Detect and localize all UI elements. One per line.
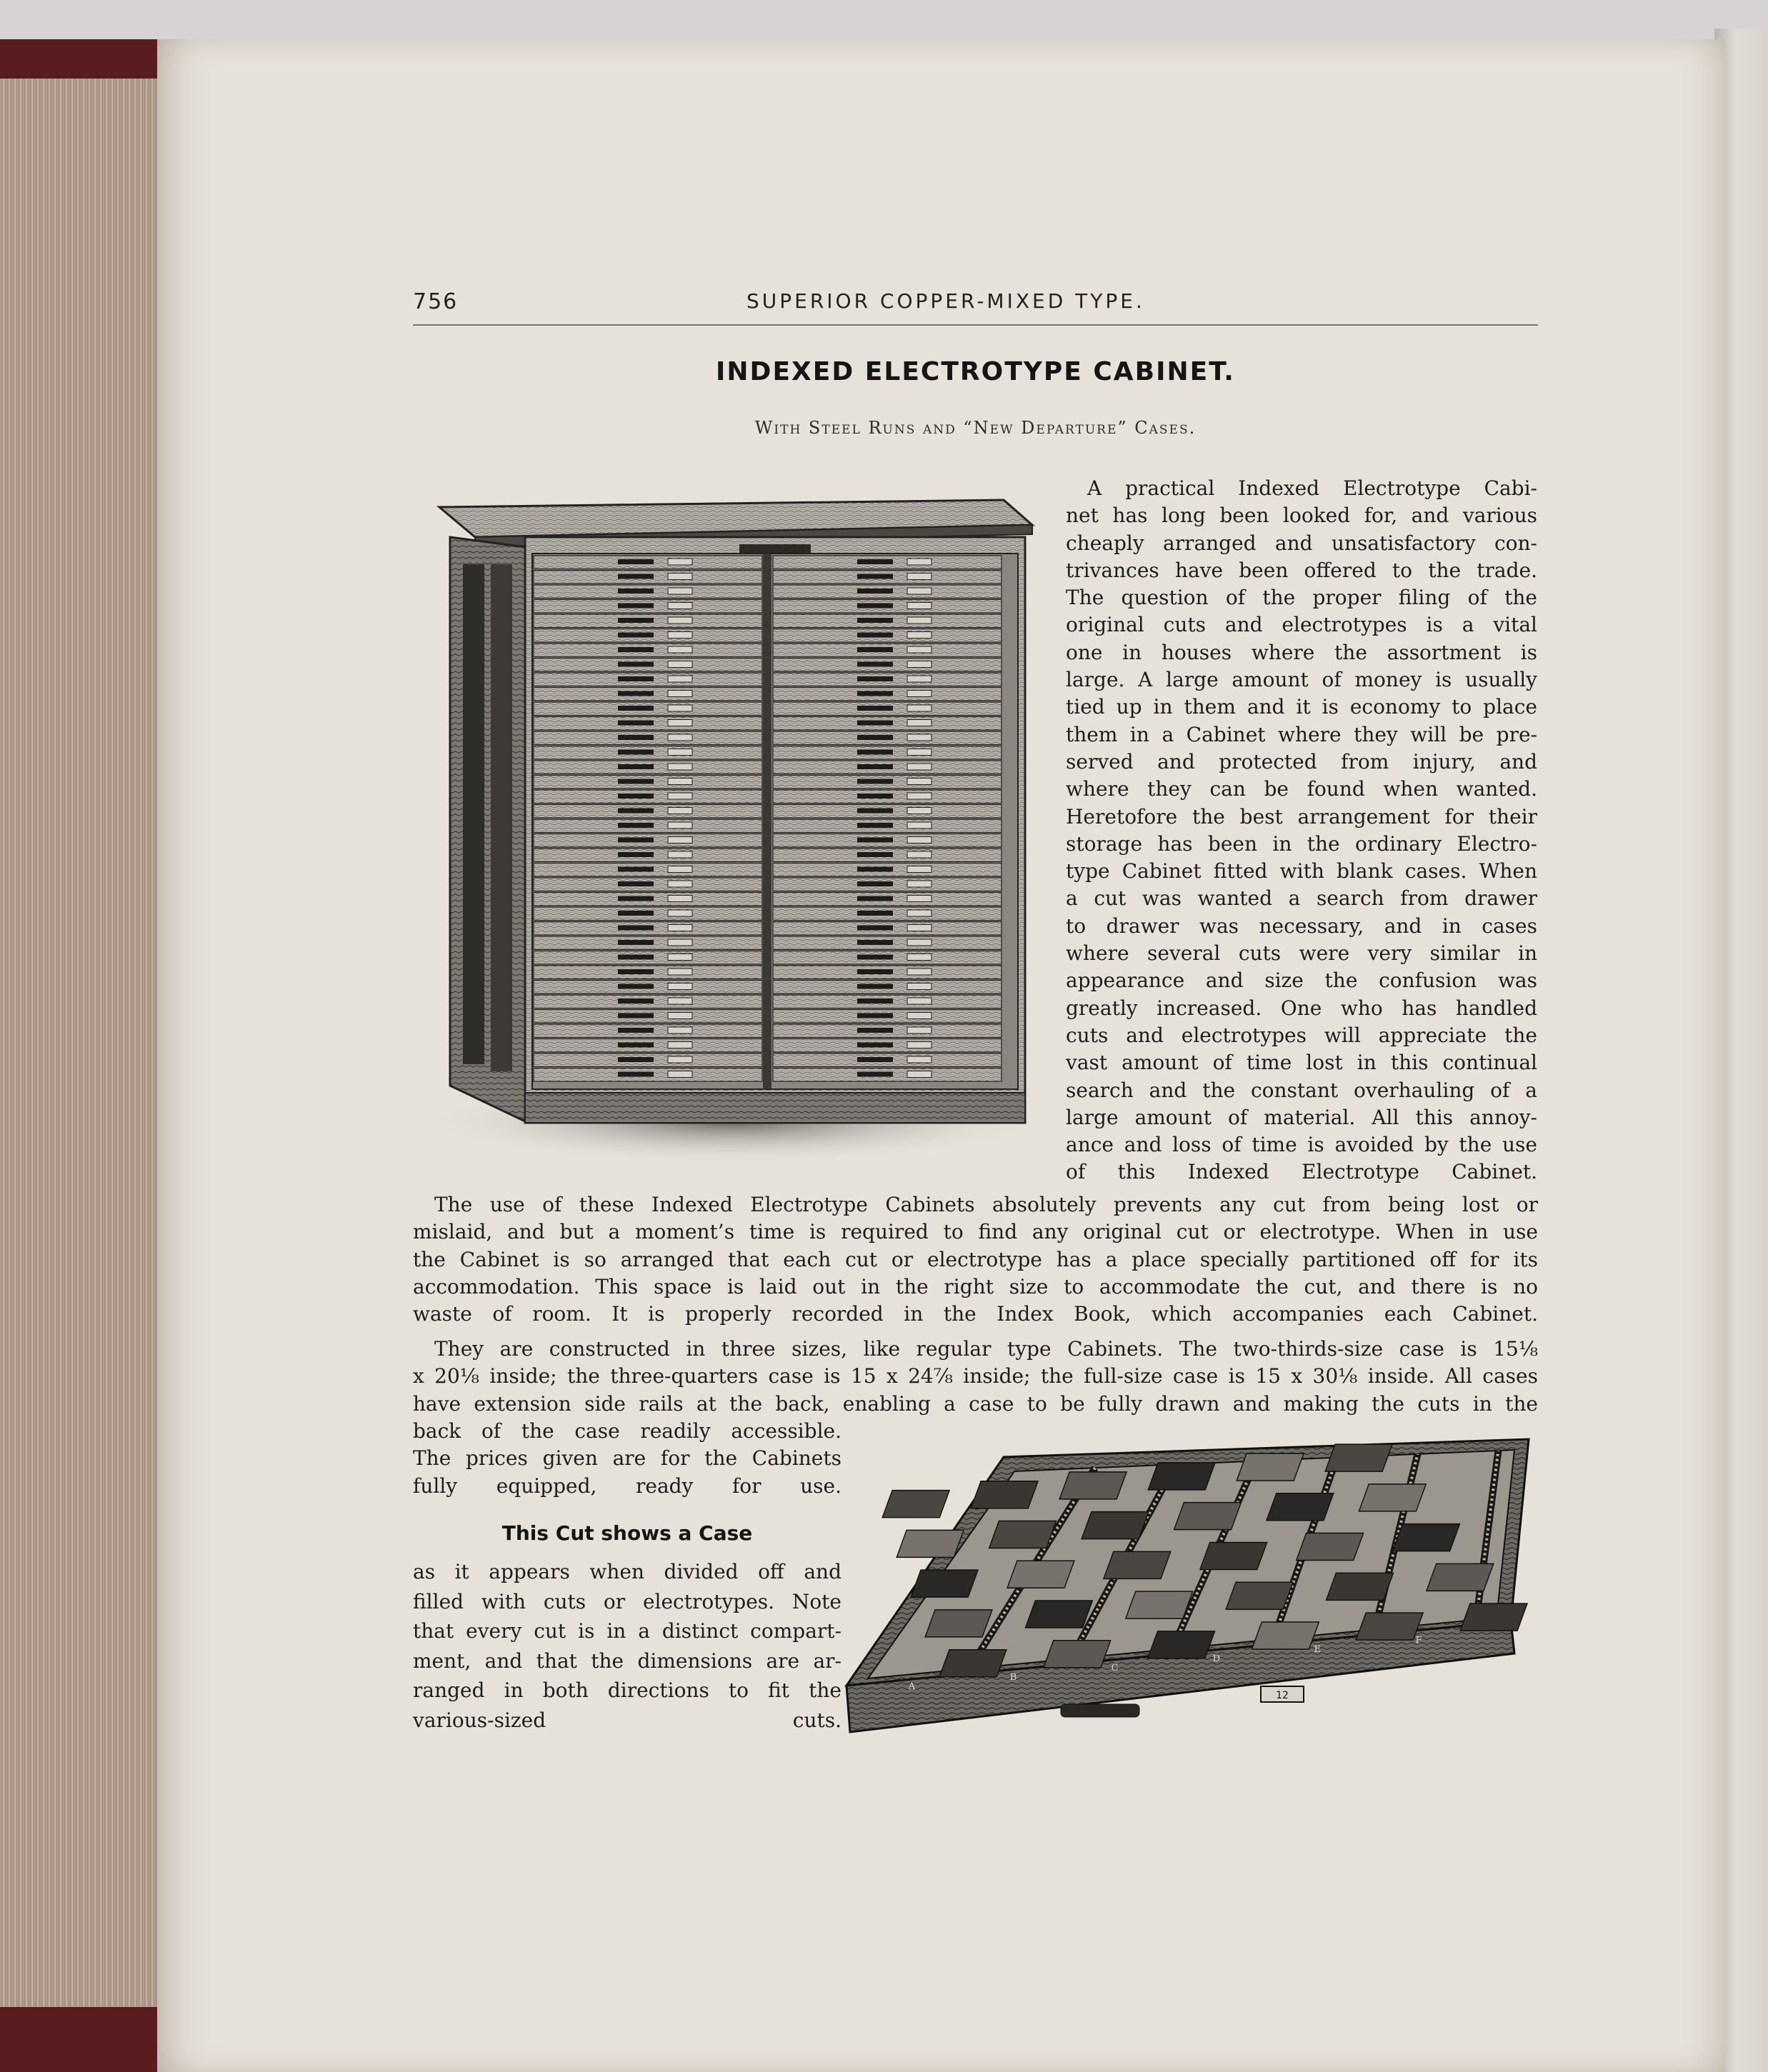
paragraph-usage	[413, 1191, 1538, 1328]
drawer-pull	[857, 999, 893, 1004]
text-line: accommodation. This space is laid out in the right size to accommodate the cut, and there is no	[413, 1274, 1538, 1298]
running-title: SUPERIOR COPPER-MIXED TYPE.	[746, 289, 1145, 313]
drawer-label-holder	[907, 617, 932, 624]
drawer-pull	[857, 633, 893, 638]
tray-column-label: F	[1415, 1635, 1422, 1646]
drawer-label-holder	[907, 1056, 932, 1063]
drawer-pull	[618, 1014, 654, 1019]
tray-cut-block	[1460, 1603, 1527, 1631]
tray-cut-block	[1025, 1601, 1092, 1628]
drawer-pull	[618, 838, 654, 843]
drawer-pull	[618, 721, 654, 726]
drawer-label-holder	[668, 588, 692, 594]
text-line: to drawer was necessary, and in cases	[1066, 914, 1537, 938]
tray-cut-block	[1325, 1444, 1392, 1471]
drawer-label-holder	[668, 559, 692, 565]
drawer-label-holder	[668, 939, 692, 946]
tray-cut-block	[882, 1491, 949, 1518]
drawer-pull	[857, 838, 893, 843]
drawer-pull	[618, 852, 654, 857]
tray-cut-block	[1082, 1512, 1149, 1539]
drawer-label-holder	[668, 910, 692, 916]
intro-paragraph	[1066, 475, 1537, 1186]
text-line: as it appears when divided off and	[413, 1560, 841, 1583]
drawer-label-holder	[907, 559, 932, 565]
text-line: where they can be found when wanted.	[1066, 777, 1537, 801]
drawer-pull	[618, 823, 654, 828]
drawer-label-holder	[907, 793, 932, 799]
tray-cut-block	[1200, 1542, 1267, 1569]
text-line: appearance and size the confusion was	[1066, 969, 1537, 993]
drawer-label-holder	[907, 1042, 932, 1048]
text-line: type Cabinet fitted with blank cases. When	[1066, 859, 1537, 884]
drawer-pull	[618, 750, 654, 755]
cut-caption	[413, 1557, 841, 1735]
tray-cut-block	[1356, 1613, 1423, 1640]
article-title: INDEXED ELECTROTYPE CABINET.	[716, 357, 1235, 386]
tray-cut-block	[1148, 1631, 1215, 1658]
drawer-pull	[857, 940, 893, 945]
drawer-pull	[857, 955, 893, 960]
drawer-label-holder	[907, 632, 932, 639]
drawer-pull	[618, 779, 654, 784]
drawer-pull	[857, 662, 893, 667]
drawer-label-holder	[668, 617, 692, 624]
drawer-label-holder	[907, 646, 932, 653]
text-line: greatly increased. One who has handled	[1066, 996, 1537, 1020]
drawer-pull	[618, 647, 654, 652]
text-line: The prices given are for the Cabinets	[413, 1446, 841, 1471]
drawer-label-holder	[907, 881, 932, 887]
tray-cut-block	[989, 1521, 1057, 1548]
tray-cut-block	[911, 1570, 978, 1597]
tray-cut-block	[1059, 1472, 1127, 1499]
drawer-pull	[618, 926, 654, 931]
drawer-label-holder	[907, 851, 932, 858]
drawer-label-holder	[907, 764, 932, 770]
drawer-label-holder	[668, 851, 692, 858]
drawer-label-holder	[907, 998, 932, 1004]
drawer-label-holder	[668, 793, 692, 799]
drawer-label-holder	[907, 954, 932, 961]
drawer-label-holder	[668, 574, 692, 580]
drawer-pull	[857, 618, 893, 623]
tray-cut-block	[925, 1610, 992, 1637]
drawer-pull	[618, 1057, 654, 1062]
drawer-pull	[857, 794, 893, 799]
text-line: ment, and that the dimensions are ar-	[413, 1648, 841, 1673]
tray-cut-block	[1267, 1493, 1334, 1521]
drawer-label-holder	[668, 632, 692, 639]
drawer-pull	[857, 764, 893, 769]
text-line: trivances have been offered to the trade.	[1066, 558, 1537, 582]
text-line: x 20⅛ inside; the three-quarters case is 15 x 24⅞ inside; the full-size case is 15 x 30⅛ inside. All cases	[413, 1364, 1538, 1388]
drawer-label-holder	[668, 808, 692, 814]
drawer-label-holder	[907, 661, 932, 668]
drawer-label-holder	[907, 866, 932, 873]
drawer-pull	[857, 750, 893, 755]
drawer-label-holder	[668, 676, 692, 682]
paragraph-sizes	[413, 1336, 1538, 1418]
drawer-pull	[618, 984, 654, 989]
drawer-pull	[857, 823, 893, 828]
text-line: that every cut is in a distinct compart-	[413, 1619, 841, 1643]
text-line: cuts and electrotypes will appreciate the	[1066, 1023, 1537, 1047]
text-line: the Cabinet is so arranged that each cut or electrotype has a place specially partitioned off for its	[413, 1247, 1538, 1271]
text-line: served and protected from injury, and	[1066, 749, 1537, 774]
drawer-label-holder	[907, 1027, 932, 1034]
text-line: ance and loss of time is avoided by the use	[1066, 1133, 1537, 1157]
drawer-label-holder	[907, 734, 932, 741]
drawer-label-holder	[668, 1013, 692, 1019]
drawer-pull	[618, 764, 654, 769]
text-line: one in houses where the assortment is	[1066, 640, 1537, 664]
paragraph-sizes-tail	[413, 1418, 841, 1500]
text-line: back of the case readily accessible.	[413, 1419, 841, 1443]
drawer-label-holder	[668, 837, 692, 844]
drawer-label-holder	[907, 925, 932, 931]
drawer-pull	[618, 676, 654, 681]
drawer-label-holder	[907, 603, 932, 609]
drawer-pull	[618, 706, 654, 711]
drawer-label-holder	[668, 984, 692, 990]
drawer-pull	[857, 1072, 893, 1077]
drawer-pull	[857, 589, 893, 594]
drawer-label-holder	[668, 646, 692, 653]
tray-cut-block	[1174, 1503, 1242, 1530]
drawer-pull	[618, 911, 654, 916]
drawer-label-holder	[668, 925, 692, 931]
drawer-label-holder	[668, 720, 692, 726]
text-line: have extension side rails at the back, enabling a case to be fully drawn and making the cuts in the	[413, 1391, 1538, 1416]
drawer-pull	[857, 1057, 893, 1062]
drawer-label-holder	[907, 939, 932, 946]
drawer-pull	[857, 881, 893, 886]
tray-cut-block	[1104, 1551, 1171, 1578]
drawer-pull	[857, 896, 893, 901]
tray-illustration	[839, 1421, 1539, 1757]
drawer-label-holder	[668, 705, 692, 711]
drawer-label-holder	[668, 1027, 692, 1034]
text-line: ranged in both directions to fit the	[413, 1678, 841, 1702]
drawer-label-holder	[907, 779, 932, 785]
drawer-pull	[618, 896, 654, 901]
drawer-label-holder	[907, 720, 932, 726]
drawer-pull	[857, 852, 893, 857]
drawer-pull	[618, 618, 654, 623]
tray-column-label: E	[1314, 1644, 1322, 1656]
drawer-pull	[857, 984, 893, 989]
drawer-label-holder	[668, 779, 692, 785]
tray-column-label: B	[1009, 1671, 1017, 1683]
drawer-label-holder	[668, 881, 692, 887]
drawer-label-holder	[907, 969, 932, 975]
cabinet-illustration	[411, 493, 1054, 1178]
drawer-label-holder	[668, 691, 692, 697]
drawer-label-holder	[907, 822, 932, 829]
drawer-label-holder	[668, 866, 692, 873]
drawer-pull	[857, 779, 893, 784]
text-line: tied up in them and it is economy to place	[1066, 695, 1537, 719]
drawer-pull	[618, 1028, 654, 1033]
drawer-pull	[857, 969, 893, 974]
drawer-pull	[618, 691, 654, 696]
text-line: Heretofore the best arrangement for their	[1066, 804, 1537, 829]
text-line: waste of room. It is properly recorded in the Index Book, which accompanies each Cabinet.	[413, 1302, 1538, 1326]
tray-cut-block	[1393, 1524, 1460, 1551]
drawer-label-holder	[668, 734, 692, 741]
cut-heading: This Cut shows a Case	[501, 1521, 753, 1545]
drawer-pull	[618, 969, 654, 974]
drawer-label-holder	[668, 1056, 692, 1063]
drawer-pull	[618, 1043, 654, 1048]
drawer-label-holder	[668, 954, 692, 961]
drawer-pull	[857, 1043, 893, 1048]
drawer-pull	[857, 691, 893, 696]
text-line: A practical Indexed Electrotype Cabi-	[1087, 476, 1537, 500]
drawer-pull	[618, 794, 654, 799]
drawer-label-holder	[668, 661, 692, 668]
text-line: They are constructed in three sizes, like regular type Cabinets. The two-thirds-size case is 15⅛	[434, 1337, 1538, 1361]
drawer-pull	[618, 559, 654, 564]
drawer-pull	[857, 721, 893, 726]
drawer-label-holder	[907, 808, 932, 814]
tray-cut-block	[1007, 1561, 1074, 1588]
drawer-label-holder	[668, 969, 692, 975]
tray-cut-block	[1297, 1533, 1364, 1561]
text-line: them in a Cabinet where they will be pre-	[1066, 722, 1537, 746]
tray-column-label: D	[1212, 1653, 1221, 1665]
drawer-pull	[618, 633, 654, 638]
drawer-label-holder	[907, 691, 932, 697]
tray-cut-block	[939, 1650, 1007, 1677]
tray-column-label: C	[1111, 1663, 1119, 1674]
drawer-label-holder	[668, 896, 692, 902]
text-line: large. A large amount of money is usually	[1066, 668, 1537, 692]
drawer-pull	[618, 662, 654, 667]
drawer-label-holder	[907, 705, 932, 711]
drawer-pull	[857, 604, 893, 609]
drawer-pull	[618, 881, 654, 886]
text-line: cheaply arranged and unsatisfactory con-	[1066, 531, 1537, 555]
text-line: of this Indexed Electrotype Cabinet.	[1066, 1160, 1537, 1184]
drawer-label-holder	[907, 588, 932, 594]
page-edges	[0, 79, 164, 2007]
header-rule	[413, 324, 1538, 326]
background-strip	[0, 0, 1768, 43]
drawer-pull	[618, 809, 654, 814]
drawer-pull	[857, 559, 893, 564]
tray-cut-block	[971, 1481, 1038, 1508]
tray-cut-block	[1226, 1582, 1293, 1609]
drawer-label-holder	[668, 764, 692, 770]
drawer-label-holder	[668, 1042, 692, 1048]
drawer-pull	[857, 735, 893, 740]
drawer-pull	[857, 574, 893, 579]
tray-cut-block	[1126, 1591, 1193, 1618]
drawer-label-holder	[668, 998, 692, 1004]
drawer-pull	[618, 940, 654, 945]
tray-cut-block	[1044, 1641, 1111, 1668]
drawer-pull	[857, 911, 893, 916]
text-line: fully equipped, ready for use.	[413, 1473, 841, 1498]
text-line: net has long been looked for, and various	[1066, 504, 1537, 528]
drawer-label-holder	[907, 574, 932, 580]
drawer-pull	[618, 1072, 654, 1077]
text-line: filled with cuts or electrotypes. Note	[413, 1589, 841, 1613]
text-line: The use of these Indexed Electrotype Cabinets absolutely prevents any cut from being lost or	[434, 1193, 1538, 1216]
drawer-label-holder	[907, 910, 932, 916]
drawer-label-holder	[907, 749, 932, 756]
drawer-pull	[857, 867, 893, 872]
tray-cut-block	[1252, 1622, 1319, 1649]
drawer-label-holder	[668, 603, 692, 609]
text-line: vast amount of time lost in this continual	[1066, 1051, 1537, 1075]
drawer-label-holder	[668, 822, 692, 829]
article-subtitle: With Steel Runs and “New Departure” Cases.	[754, 418, 1197, 438]
page-number: 756	[413, 289, 459, 314]
text-line: original cuts and electrotypes is a vital	[1066, 613, 1537, 637]
drawer-pull	[618, 604, 654, 609]
drawer-pull	[857, 926, 893, 931]
text-line: storage has been in the ordinary Electro-	[1066, 831, 1537, 856]
drawer-pull	[618, 589, 654, 594]
tray-cut-block	[897, 1530, 964, 1557]
drawer-label-holder	[668, 1071, 692, 1078]
tray-number: 12	[1276, 1690, 1289, 1701]
drawer-pull	[857, 1014, 893, 1019]
drawer-pull	[618, 574, 654, 579]
drawer-pull	[857, 1028, 893, 1033]
tray-cut-block	[1427, 1563, 1494, 1591]
text-line: various-sized cuts.	[413, 1708, 841, 1732]
text-line: a cut was wanted a search from drawer	[1066, 886, 1537, 911]
tray-cut-block	[1359, 1484, 1426, 1511]
drawer-label-holder	[907, 896, 932, 902]
drawer-label-holder	[907, 984, 932, 990]
drawer-label-holder	[907, 1013, 932, 1019]
tray-cut-block	[1148, 1463, 1215, 1490]
drawer-pull	[618, 867, 654, 872]
drawer-label-holder	[907, 676, 932, 682]
drawer-label-holder	[907, 1071, 932, 1078]
tray-column-label: A	[908, 1681, 916, 1692]
drawer-pull	[857, 706, 893, 711]
text-line: The question of the proper filing of the	[1066, 586, 1537, 610]
drawer-label-holder	[668, 749, 692, 756]
text-line: large amount of material. All this annoy-	[1066, 1105, 1537, 1129]
drawer-pull	[857, 676, 893, 681]
drawer-label-holder	[907, 837, 932, 844]
tray-cut-block	[1327, 1573, 1394, 1600]
tray-cut-block	[1237, 1453, 1304, 1481]
text-line: search and the constant overhauling of a	[1066, 1078, 1537, 1102]
text-line: mislaid, and but a moment’s time is required to find any original cut or electrotype. When in use	[413, 1220, 1538, 1244]
drawer-pull	[618, 955, 654, 960]
drawer-pull	[857, 809, 893, 814]
drawer-pull	[857, 647, 893, 652]
drawer-pull	[618, 735, 654, 740]
text-line: where several cuts were very similar in	[1066, 941, 1537, 966]
drawer-pull	[618, 999, 654, 1004]
